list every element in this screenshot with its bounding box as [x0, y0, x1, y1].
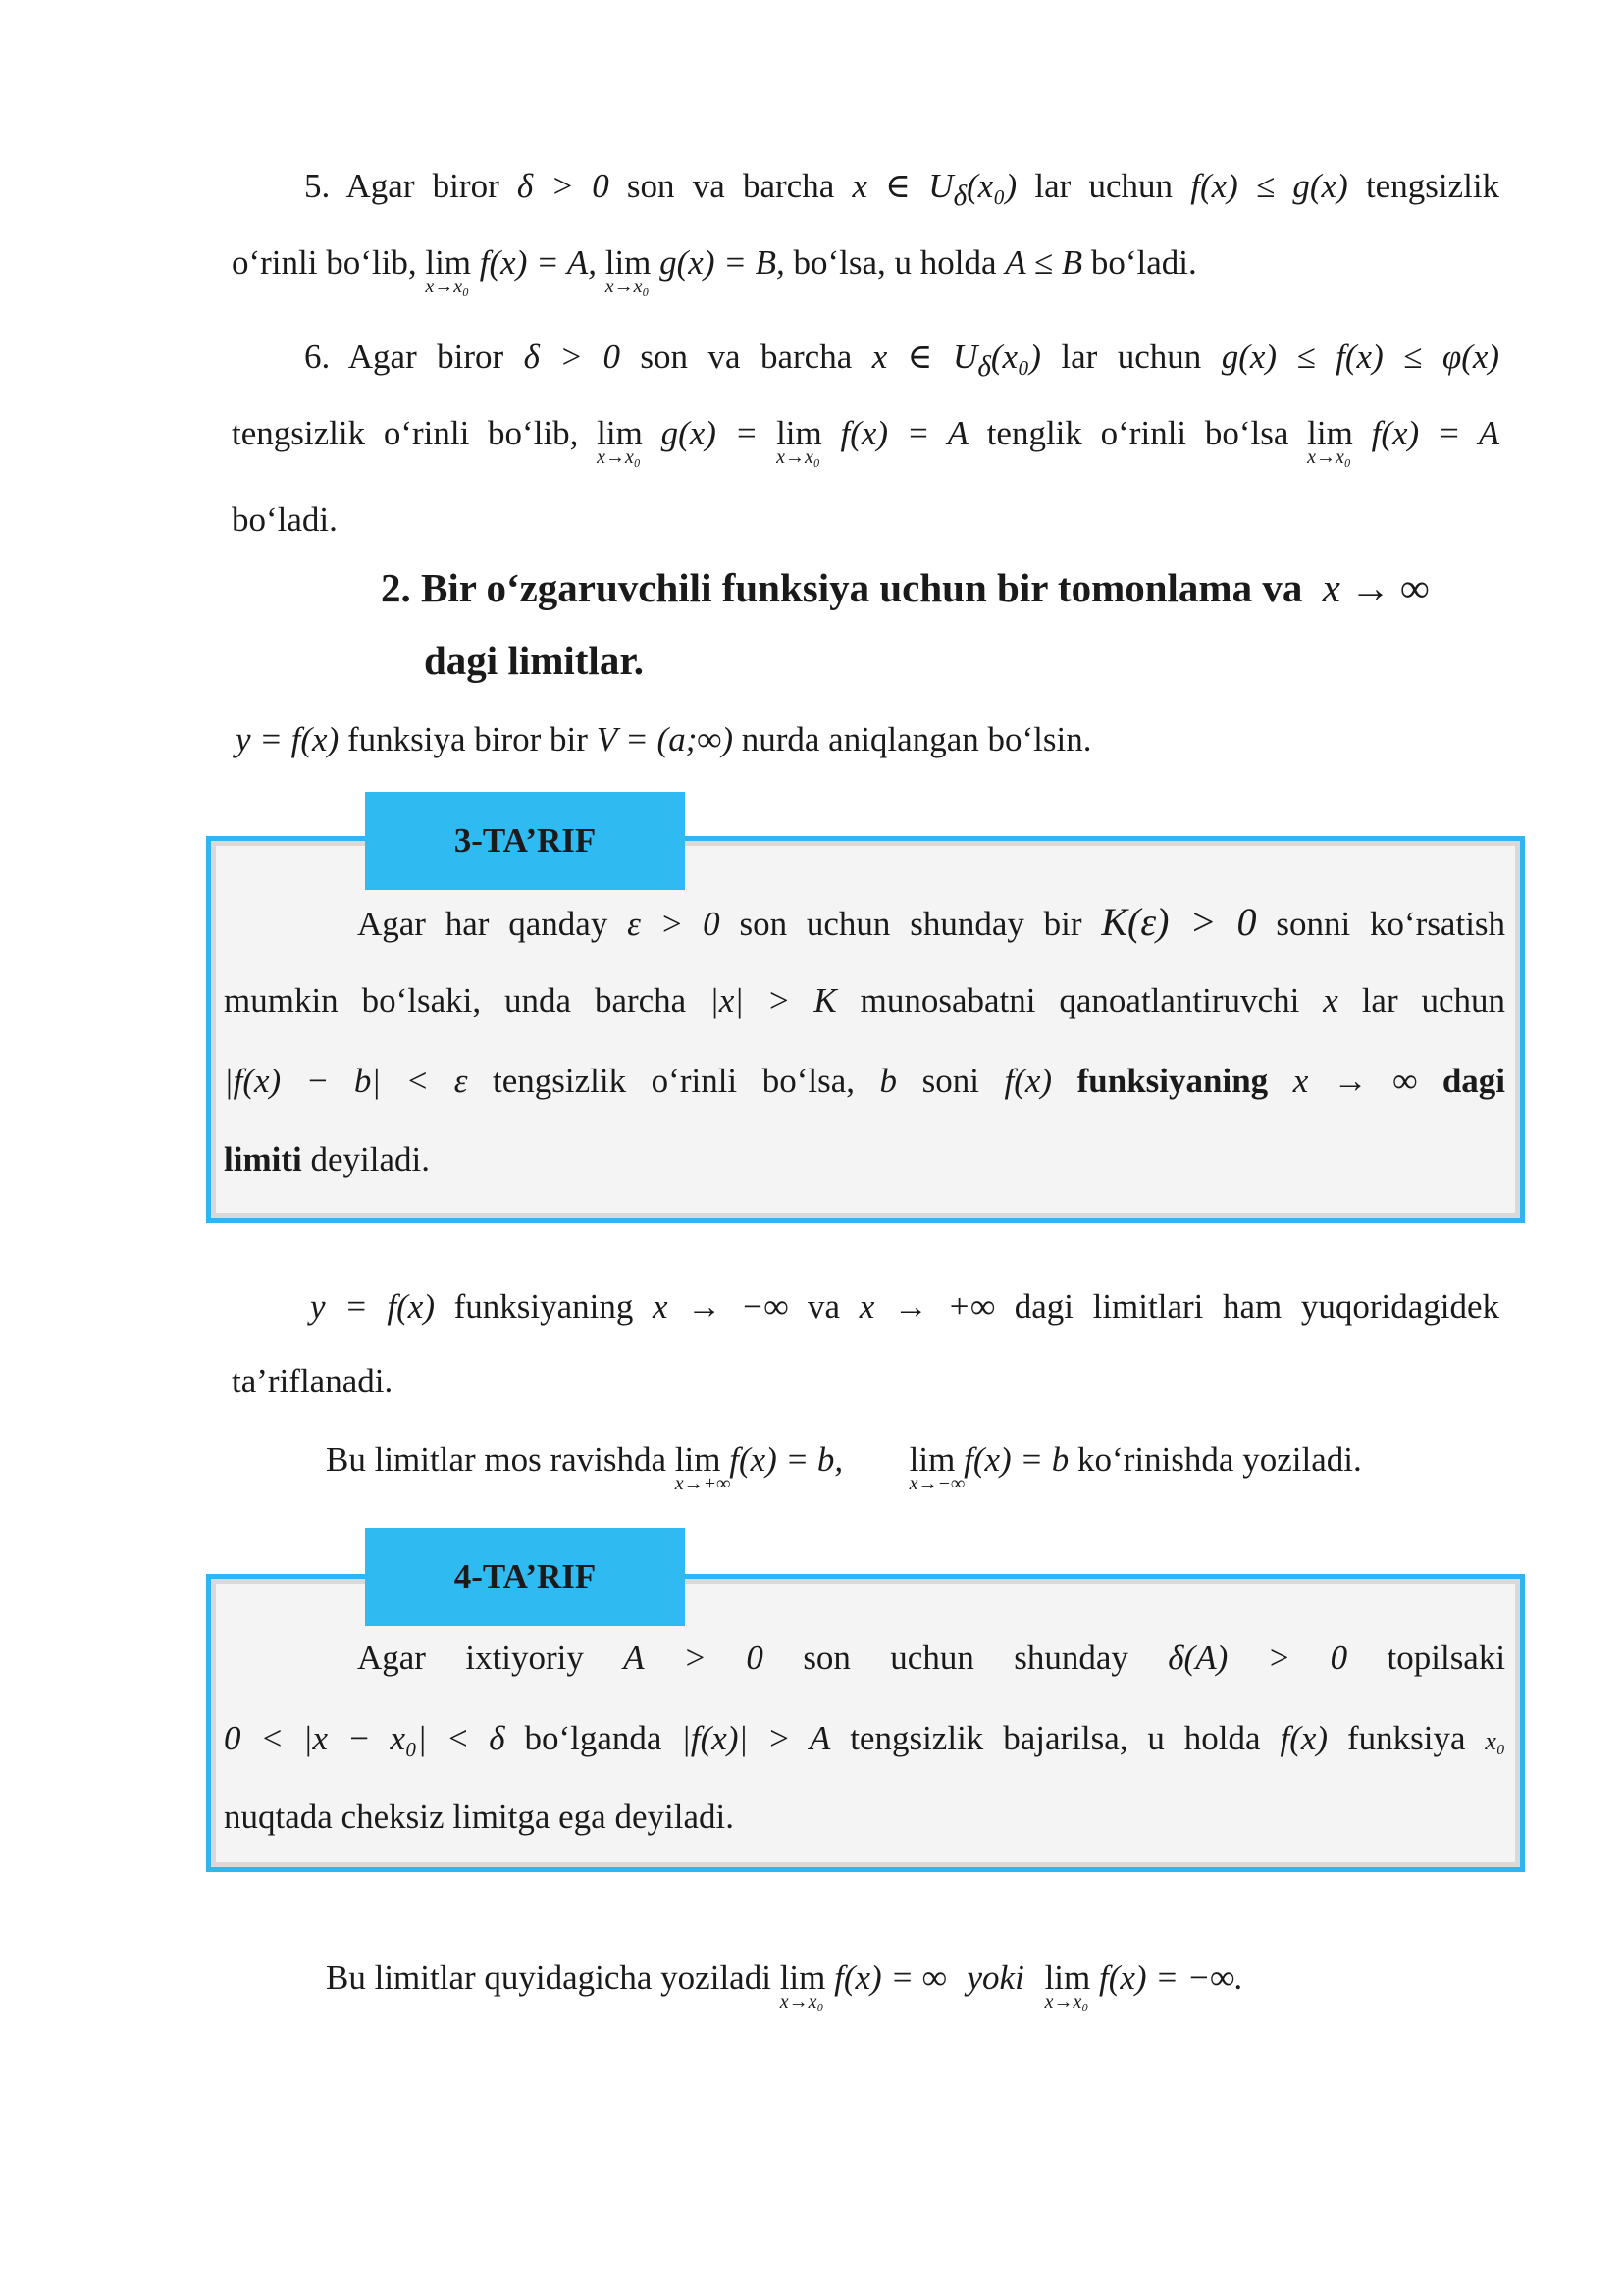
math: f(x) = −∞.: [1099, 1958, 1244, 1997]
para-inf-line1: [310, 1285, 1499, 1329]
math: f(x) = ∞: [834, 1958, 947, 1997]
item6-line3: bo‘ladi.: [232, 500, 338, 539]
item6-line1: [304, 336, 1499, 389]
lim-word: lim: [604, 243, 652, 282]
text: 5. Agar biror: [304, 167, 499, 205]
math: |f(x)| > A: [681, 1719, 831, 1757]
math: A > 0: [623, 1639, 763, 1677]
math: x: [1323, 981, 1338, 1019]
text: son uchun shunday bir: [739, 905, 1082, 943]
math: 0 < |x − x₀| < δ: [224, 1719, 505, 1757]
lim-sub: x→x₀: [425, 276, 470, 297]
math: g(x) =: [660, 414, 759, 452]
text: bo‘lganda: [524, 1719, 662, 1757]
text: bo‘ladi.: [1090, 243, 1197, 282]
math: f(x) = b: [964, 1440, 1070, 1479]
math: b: [879, 1062, 898, 1100]
text: 6. Agar biror: [304, 338, 504, 376]
bold-text: funksiyaning: [1076, 1062, 1269, 1100]
section-intro: [236, 718, 1091, 761]
math: δ > 0: [516, 167, 609, 205]
text: deyiladi.: [310, 1140, 430, 1178]
math: g(x) = B,: [659, 243, 785, 282]
text: Bu limitlar quyidagicha yoziladi: [326, 1958, 771, 1997]
lim-sub: x→x₀: [1044, 1991, 1089, 2012]
text: mumkin bo‘lsaki, unda barcha: [224, 981, 687, 1019]
text: topilsaki: [1387, 1639, 1506, 1677]
text: funksiya biror bir: [346, 720, 588, 758]
text: funksiya: [1346, 1719, 1466, 1757]
item5-line1: [304, 165, 1499, 218]
lim-word: lim: [776, 414, 822, 452]
lim-word: lim: [597, 414, 643, 452]
text: bo‘lsa, u holda: [793, 243, 997, 282]
text: o‘rinli bo‘lib,: [232, 243, 417, 282]
text: son uchun shunday: [803, 1639, 1128, 1677]
math: δ > 0: [523, 338, 620, 376]
text: funksiyaning: [453, 1287, 634, 1326]
math: |f(x) − b| < ε: [224, 1062, 468, 1100]
text: va: [808, 1287, 841, 1326]
def4-line3: nuqtada cheksiz limitga ega deyiladi.: [224, 1798, 734, 1836]
math: f(x) = A,: [479, 243, 597, 282]
math: A ≤ B: [1005, 243, 1083, 282]
text: yoki: [967, 1958, 1024, 1997]
limit: [674, 1438, 731, 1494]
text: tengsizlik: [1365, 167, 1500, 205]
lim-sub: x→x₀: [779, 1991, 824, 2012]
math: x → +∞: [859, 1287, 996, 1326]
limit: [604, 241, 652, 297]
math: f(x): [1004, 1062, 1053, 1100]
math: f(x) = b,: [729, 1440, 844, 1479]
math: f(x): [1280, 1719, 1329, 1757]
lim-sub: x→−∞: [909, 1473, 966, 1494]
text: Bu limitlar mos ravishda: [326, 1440, 667, 1479]
math-part: (x₀): [990, 338, 1041, 376]
math: y = f(x): [310, 1287, 435, 1326]
math: f(x) = A: [840, 414, 969, 452]
text: dagi limitlari ham yuqoridagidek: [1014, 1287, 1500, 1326]
lim-sub: x→x₀: [776, 446, 820, 468]
math: [871, 338, 1041, 383]
math: K(ε) > 0: [1101, 900, 1257, 944]
bold-text: limiti: [224, 1140, 302, 1178]
definition-3-tab: 3-TA’RIF: [365, 792, 685, 890]
limit: [425, 241, 472, 297]
text: ko‘rinishda yoziladi.: [1077, 1440, 1362, 1479]
def4-line2: [224, 1717, 1505, 1763]
text: tengsizlik bajarilsa, u holda: [850, 1719, 1261, 1757]
math: x → ∞: [1292, 1062, 1418, 1100]
def3-line4: [224, 1138, 430, 1181]
final-line: [326, 1956, 1244, 2012]
section-heading: [381, 563, 1430, 612]
lim-word: lim: [909, 1440, 956, 1479]
text: soni: [921, 1062, 979, 1100]
math-sub: δ: [953, 181, 968, 212]
math: x → −∞: [653, 1287, 789, 1326]
para-inf-line2: ta’riflanadi.: [232, 1362, 393, 1400]
text: sonni ko‘rsatish: [1276, 905, 1506, 943]
lim-sub: x→x₀: [597, 446, 641, 468]
text: son va barcha: [626, 167, 835, 205]
math: f(x) ≤ g(x): [1190, 167, 1348, 205]
text: lar uchun: [1361, 981, 1506, 1019]
limit: [1307, 412, 1353, 468]
math: g(x) ≤ f(x) ≤ φ(x): [1221, 338, 1500, 376]
def3-line1: [357, 901, 1505, 946]
math: y = f(x): [236, 720, 340, 758]
text: nurda aniqlangan bo‘lsin.: [741, 720, 1092, 758]
def3-line2: [224, 979, 1505, 1022]
math: [852, 167, 1018, 212]
math-part: (x₀): [967, 167, 1018, 205]
def3-line3: [224, 1060, 1505, 1103]
item5-line2: [232, 241, 1197, 297]
lim-word: lim: [1044, 1958, 1091, 1997]
limit: [909, 1438, 966, 1494]
text: son va barcha: [640, 338, 853, 376]
math-sub: δ: [977, 351, 991, 383]
math: ε > 0: [627, 905, 720, 943]
limit: [597, 412, 643, 468]
text: munosabatni qanoatlantiruvchi: [860, 981, 1300, 1019]
limit: [779, 1956, 826, 2012]
math: V = (a;∞): [596, 720, 733, 758]
text: tengsizlik o‘rinli bo‘lsa,: [493, 1062, 855, 1100]
bold-text: dagi: [1441, 1062, 1506, 1100]
lim-word: lim: [1307, 414, 1353, 452]
text: Agar har qanday: [357, 905, 608, 943]
limit: [776, 412, 822, 468]
text: tenglik o‘rinli bo‘lsa: [986, 414, 1289, 452]
lim-sub: x→x₀: [604, 276, 650, 297]
text: lar uchun: [1034, 167, 1174, 205]
lim-word: lim: [425, 243, 472, 282]
heading-text: 2. Bir o‘zgaruvchili funksiya uchun bir tomonlama va: [381, 565, 1303, 610]
item6-line2: [232, 412, 1500, 468]
text: lar uchun: [1061, 338, 1202, 376]
math: f(x) = A: [1371, 414, 1500, 452]
lim-sub: x→x₀: [1307, 446, 1351, 468]
lim-word: lim: [674, 1440, 721, 1479]
math: x → ∞: [1322, 565, 1430, 610]
limit: [1044, 1956, 1091, 2012]
text: Agar ixtiyoriy: [357, 1639, 584, 1677]
math: |x| > K: [709, 981, 837, 1019]
lim-sub: x→+∞: [674, 1473, 731, 1494]
math-part: x ∈ U: [871, 338, 978, 376]
definition-4-tab: 4-TA’RIF: [365, 1528, 685, 1626]
section-heading-line2: dagi limitlar.: [424, 638, 644, 683]
text: tengsizlik o‘rinli bo‘lib,: [232, 414, 579, 452]
lim-word: lim: [779, 1958, 826, 1997]
para-inf-line3: [326, 1438, 1362, 1494]
math: x₀: [1485, 1727, 1506, 1755]
math-part: x ∈ U: [852, 167, 954, 205]
math: δ(A) > 0: [1168, 1639, 1348, 1677]
def4-line1: [357, 1637, 1505, 1680]
